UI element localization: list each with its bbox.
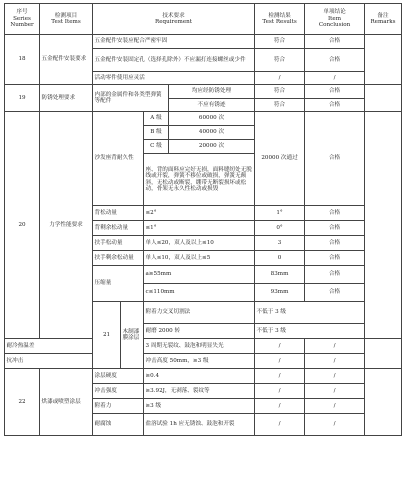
requirement-text: ≥0.4 [144, 369, 255, 384]
requirement-text: 不低于 3 级 [255, 302, 365, 324]
grade-value: 20000 次 [169, 140, 255, 154]
requirement-text: 均应经防锈处理 [169, 85, 255, 99]
requirement-text: a≥55mm [144, 266, 255, 284]
test-item: 烘漆或喷塑涂层 [40, 369, 93, 436]
item-conclusion: / [305, 339, 365, 354]
item-conclusion: 合格 [305, 99, 365, 112]
grade-value: 40000 次 [169, 126, 255, 140]
requirement-text: 五金配件安装固定孔（选择孔除外）不应漏打连接螺丝或少件 [93, 49, 255, 72]
test-report-page [4, 3, 401, 436]
table-row [5, 85, 402, 99]
item-conclusion: 合格 [305, 206, 365, 221]
item-conclusion: / [305, 354, 365, 369]
test-result: 符合 [255, 85, 305, 99]
item-conclusion: / [305, 399, 365, 414]
test-result: 93mm [255, 284, 305, 302]
test-result: / [255, 339, 305, 354]
test-item: 力学性能要求 [40, 112, 93, 339]
test-label: 附着力 [93, 399, 144, 414]
requirement-text: ≥3.92J，无剥落、裂纹等 [144, 384, 255, 399]
table-header-row [5, 4, 402, 35]
header-remarks: 备注 Remarks [365, 4, 402, 35]
test-label: 扶手松动量 [93, 236, 144, 251]
header-test-items: 检测项目 Test Items [40, 4, 93, 35]
requirement-subject: 内部的金属件和各类型弹簧等配件 [93, 85, 169, 112]
test-result: / [255, 414, 305, 436]
header-test-results: 检测结果 Test Results [255, 4, 305, 35]
requirement-text: 不低于 3 级 [255, 324, 365, 339]
item-conclusion: 合格 [305, 85, 365, 99]
requirement-text: ≤2° [144, 206, 255, 221]
table-row [5, 354, 402, 369]
grade-label: B 级 [144, 126, 169, 140]
remarks-cell [365, 35, 402, 85]
header-requirement: 技术要求 Requirement [93, 4, 255, 35]
test-result: / [255, 369, 305, 384]
test-label: 附着力交叉切割法 [144, 302, 255, 324]
test-result: 0° [255, 221, 305, 236]
requirement-text: 3 周期无裂纹、鼓泡和明显失光 [144, 339, 255, 354]
requirements-table [4, 3, 402, 436]
test-result: 符合 [255, 35, 305, 49]
item-conclusion: 合格 [305, 251, 365, 266]
test-result: 3 [255, 236, 305, 251]
table-row [5, 112, 402, 126]
grade-label: A 级 [144, 112, 169, 126]
requirement-text: 盐溶试验 1h 应无锈蚀、鼓泡和开裂 [144, 414, 255, 436]
item-conclusion: 合格 [305, 266, 365, 284]
requirement-text: 活动零件使用应灵活 [93, 72, 255, 85]
test-result: / [255, 399, 305, 414]
test-result: / [255, 72, 305, 85]
test-label: 耐冷热温差 [5, 339, 93, 354]
series-number: 22 [5, 369, 40, 436]
requirement-text: ≤1° [144, 221, 255, 236]
test-label: 冲击强度 [93, 384, 144, 399]
table-row [5, 35, 402, 49]
test-item: 木制漆膜涂层 [121, 302, 144, 369]
test-result: 符合 [255, 99, 305, 112]
test-label: 背剩余松动量 [93, 221, 144, 236]
remarks-cell [365, 85, 402, 112]
item-conclusion: 合格 [305, 112, 365, 206]
table-row [5, 339, 402, 354]
test-result: 符合 [255, 49, 305, 72]
header-item-conclusion: 单项结论 Item Conclusion [305, 4, 365, 35]
durability-description: 座、背的面料应完好无损，面料缝纫处无脱线或开裂，弹簧不移位或破损，弹簧无颠斜，无松动或断裂，绷带无断裂损坏或松动，骨架无永久性松动或损毁 [144, 154, 255, 206]
requirement-text: 单人≤10，双人及以上≤5 [144, 251, 255, 266]
test-result: 20000 次通过 [255, 112, 305, 206]
series-number: 19 [5, 85, 40, 112]
test-label: 耐腐蚀 [93, 414, 144, 436]
grade-value: 60000 次 [169, 112, 255, 126]
item-conclusion: 合格 [305, 236, 365, 251]
item-conclusion: / [305, 414, 365, 436]
requirement-text: 五金配件安装应配合严密牢固 [93, 35, 255, 49]
test-result: 1° [255, 206, 305, 221]
item-conclusion: 合格 [305, 284, 365, 302]
test-item: 五金配件安装要求 [40, 35, 93, 85]
test-result: / [255, 354, 305, 369]
series-number: 21 [93, 302, 121, 369]
item-conclusion: / [305, 72, 365, 85]
test-result: / [255, 384, 305, 399]
requirement-text: 不应有锈迹 [169, 99, 255, 112]
test-label: 扶手剩余松动量 [93, 251, 144, 266]
remarks-cell [365, 112, 402, 339]
test-result: 83mm [255, 266, 305, 284]
remarks-cell [365, 369, 402, 436]
item-conclusion: 合格 [305, 35, 365, 49]
test-label: 背松动量 [93, 206, 144, 221]
requirement-text: 单人≤20，双人及以上≤10 [144, 236, 255, 251]
test-label: 涂层硬度 [93, 369, 144, 384]
header-series-number: 序号 Series Number [5, 4, 40, 35]
requirement-text: 冲击高度 50mm，≥3 级 [144, 354, 255, 369]
requirement-text: c≤110mm [144, 284, 255, 302]
grade-label: C 级 [144, 140, 169, 154]
durability-label: 沙发座背耐久性 [93, 112, 144, 206]
item-conclusion: 合格 [305, 49, 365, 72]
test-label: 耐磨 2000 转 [144, 324, 255, 339]
series-number: 20 [5, 112, 40, 339]
test-item: 防锈处理要求 [40, 85, 93, 112]
compression-label: 压缩量 [93, 266, 144, 302]
series-number: 18 [5, 35, 40, 85]
item-conclusion: / [305, 384, 365, 399]
table-row [5, 369, 402, 384]
item-conclusion: / [305, 369, 365, 384]
test-result: 0 [255, 251, 305, 266]
item-conclusion: 合格 [305, 221, 365, 236]
requirement-text: ≥3 级 [144, 399, 255, 414]
test-label: 抗冲击 [5, 354, 93, 369]
